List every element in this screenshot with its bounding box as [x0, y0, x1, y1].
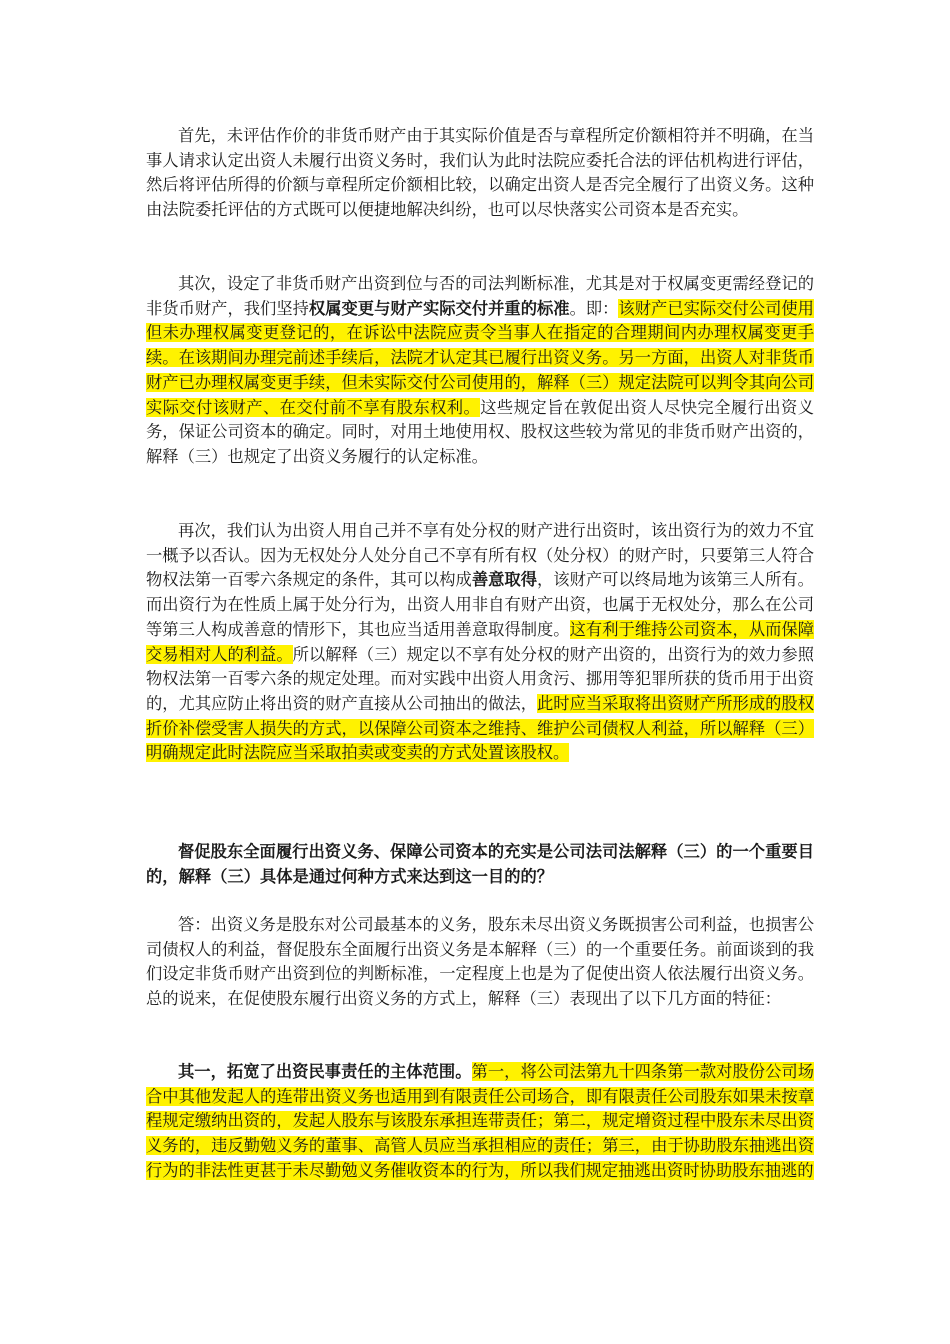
paragraph-point-one — [146, 1060, 814, 1184]
paragraph-text: 再次，我们认为出资人用自己并不享有处分权的财产进行出资时，该出资行为的效力不宜一概予以否认。因为无权处分人处分自己不享有所有权（处分权）的财产时，只要第三人符合物权法第一百零六条规定的条件，其可以构成 — [146, 521, 814, 590]
highlighted-text: 该财产已实际交付公司使用但未办理权属变更登记的，在诉讼中法院应责令当事人在指定的合理期间内办理权属变更手续。在该期间办理完前述手续后，法院才认定其已履行出资义务。另一方面，出资人对非货币财产已办理权属变更手续，但未实际交付公司使用的，解释（三）规定法院可以判令其向公司实际交付该财产、在交付前不享有股东权利。 — [146, 298, 814, 417]
paragraph-text: 答：出资义务是股东对公司最基本的义务，股东未尽出资义务既损害公司利益，也损害公司债权人的利益，督促股东全面履行出资义务是本解释（三）的一个重要任务。前面谈到的我们设定非货币财产出资到位的判断标准，一定程度上也是为了促使出资人依法履行出资义务。总的说来，在促使股东履行出资义务的方式上，解释（三）表现出了以下几方面的特征： — [146, 915, 814, 1009]
bold-phrase: 权属变更与财产实际交付并重的标准 — [308, 298, 570, 318]
highlighted-text: 此时应当采取将出资财产所形成的股权折价补偿受害人损失的方式，以保障公司资本之维持、维护公司债权人利益，所以解释（三）明确规定此时法院应当采取拍卖或变卖的方式处置该股权。 — [146, 693, 814, 763]
paragraph-text: 其次，设定了非货币财产出资到位与否的司法判断标准，尤其是对于权属变更需经登记的非货币财产，我们坚持 — [146, 274, 814, 318]
question-text: 督促股东全面履行出资义务、保障公司资本的充实是公司法司法解释（三）的一个重要目的，解释（三）具体是通过何种方式来达到这一目的的？ — [146, 842, 814, 886]
paragraph-second — [146, 272, 814, 470]
paragraph-text: 首先，未评估作价的非货币财产由于其实际价值是否与章程所定价额相符并不明确，在当事人请求认定出资人未履行出资义务时，我们认为此时法院应委托合法的评估机构进行评估，然后将评估所得的价额与章程所定价额相比较，以确定出资人是否完全履行了出资义务。这种由法院委托评估的方式既可以便捷地解决纠纷，也可以尽快落实公司资本是否充实。 — [146, 126, 814, 220]
answer-paragraph — [146, 913, 814, 1012]
highlighted-text: 这有利于维持公司资本，从而保障交易相对人的利益。 — [146, 619, 814, 664]
question-heading — [146, 840, 814, 889]
paragraph-text: ，该财产可以终局地为该第三人所有。而出资行为在性质上属于处分行为，出资人用非自有财产出资，也属于无权处分，那么在公司等第三人构成善意的情形下，其也应当适用善意取得制度。 — [146, 570, 814, 639]
paragraph-text: 。即： — [569, 298, 619, 318]
paragraph-text: 所以解释（三）规定以不享有处分权的财产出资的，出资行为的效力参照物权法第一百零六条的规定处理。而对实践中出资人用贪污、挪用等犯罪所获的货币用于出资的，尤其应防止将出资的财产直接从公司抽出的做法， — [146, 644, 814, 713]
paragraph-first — [146, 124, 814, 223]
paragraph-text: 这些规定旨在敦促出资人尽快完全履行出资义务，保证公司资本的确定。同时，对用土地使用权、股权这些较为常见的非货币财产出资的，解释（三）也规定了出资义务履行的认定标准。 — [146, 397, 814, 466]
bold-phrase: 其一，拓宽了出资民事责任的主体范围。 — [178, 1062, 472, 1081]
paragraph-third — [146, 519, 814, 766]
bold-phrase: 善意取得 — [471, 570, 538, 590]
highlighted-text: 第一，将公司法第九十四条第一款对股份公司场合中其他发起人的连带出资义务也适用到有限责任公司场合，即有限责任公司股东如果未按章程规定缴纳出资的，发起人股东与该股东承担连带责任；第二，规定增资过程中股东未尽出资义务的，违反勤勉义务的董事、高管人员应当承担相应的责任；第三，由于协助股东抽逃出资行为的非法性更甚于未尽勤勉义务催收资本的行为，所以我们规定抽逃出资时协助股东抽逃的 — [146, 1062, 814, 1180]
